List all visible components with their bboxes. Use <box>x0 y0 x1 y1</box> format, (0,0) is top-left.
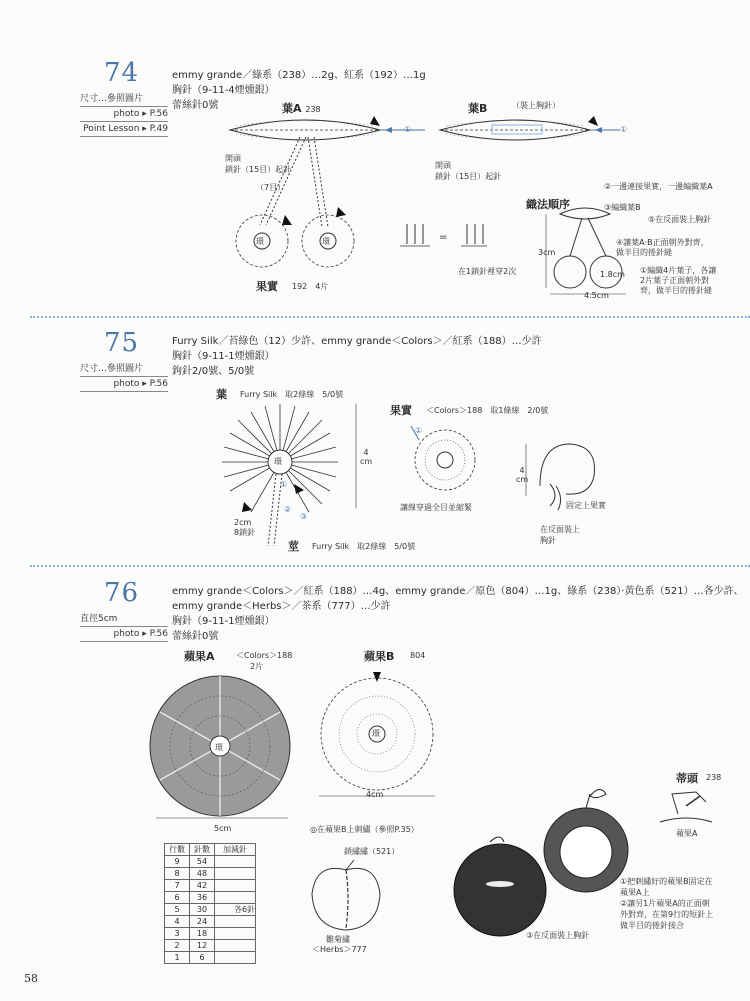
table-cell-change <box>215 952 256 964</box>
table-cell-count: 42 <box>190 880 215 892</box>
table-header: 針數 <box>190 844 215 856</box>
separator-1 <box>30 316 750 318</box>
p76-attach-back: ③在反面裝上胸針 <box>526 931 590 940</box>
p76-appleB-num: 804 <box>410 651 426 660</box>
p76-french: 雛菊繡 <box>326 935 350 944</box>
table-cell-row: 7 <box>165 880 190 892</box>
p75-yarn: Furry Silk／苔綠色（12）少許、emmy grande＜Colors＞／紅系（188）…少許 <box>172 336 542 347</box>
p74-marker-B: ① <box>620 125 628 134</box>
page-number: 58 <box>24 972 38 985</box>
p76-photo: photo ▸ P.56 <box>80 627 168 642</box>
p74-attach-pin: （裝上胸針） <box>512 101 560 110</box>
p76-assembly-diagram <box>450 800 630 940</box>
table-cell-count: 30 <box>190 904 215 916</box>
p74-leafA-label: 葉A 238 <box>282 102 321 115</box>
svg-text:=: = <box>439 232 448 243</box>
p74-leafB-label: 葉B <box>468 102 488 115</box>
table-row <box>165 892 256 904</box>
p75-leaf-label: 葉 <box>216 388 227 401</box>
p76-yarn2: emmy grande＜Herbs＞／茶系（777）…少許 <box>172 601 391 612</box>
p76-stem-label: 蒂頭 <box>676 772 698 785</box>
p76-table-header <box>165 844 256 856</box>
table-cell-row: 8 <box>165 868 190 880</box>
p75-thread-note: 讓線穿過全目並縮緊 <box>400 503 472 512</box>
p75-stem-spec: Furry Silk 取2條線 5/0號 <box>312 542 416 551</box>
p75-materials <box>172 334 542 379</box>
table-row <box>165 856 256 868</box>
p74-cherry-diagram <box>230 135 370 275</box>
p75-circle-3: ③ <box>300 512 308 521</box>
table-cell-change <box>215 868 256 880</box>
table-cell-row: 1 <box>165 952 190 964</box>
p76-yarn1: emmy grande＜Colors＞／紅系（188）…4g、emmy grande／原色（804）…1g、綠系（238）‧黃色系（521）…各少許、 <box>172 586 744 597</box>
table-header: 行數 <box>165 844 190 856</box>
p75-circle-1: ① <box>280 480 288 489</box>
table-row <box>165 928 256 940</box>
p74-stitch-legend <box>395 218 490 258</box>
table-cell-change <box>215 892 256 904</box>
table-cell-row: 3 <box>165 928 190 940</box>
p74-fruit-num: 192 4片 <box>292 282 329 291</box>
p75-fix-fruit: 固定上果實 <box>566 501 606 510</box>
p74-ring-2: 環 <box>322 237 330 246</box>
table-cell-change <box>215 940 256 952</box>
pattern-number-74: 74 <box>104 58 140 88</box>
p76-appleB-diagram <box>315 670 445 800</box>
p74-yarn: emmy grande／綠系（238）…2g、紅系（192）…1g <box>172 70 426 81</box>
p76-pin: 胸針（9-11-1煙燻銀） <box>172 616 275 627</box>
p76-chain-stitch: 鎖繡繡（521） <box>344 847 400 856</box>
table-cell-count: 6 <box>190 952 215 964</box>
table-cell-count: 36 <box>190 892 215 904</box>
p75-photo: photo ▸ P.56 <box>80 377 168 392</box>
table-cell-row: 9 <box>165 856 190 868</box>
p74-step2: ②一邊連接果實，一邊編織葉A <box>604 182 713 191</box>
table-cell-row: 6 <box>165 892 190 904</box>
p75-dim-4cm: 4 cm <box>360 448 373 466</box>
p74-step5: ⑤在反面裝上胸針 <box>648 215 712 224</box>
p74-step1: ①編織4片葉子，各讓2片葉子正面朝外對齊，做半目的捲針縫 <box>640 266 717 295</box>
p74-hook: 蕾絲針0號 <box>172 100 219 111</box>
p76-appleA-spec: ＜Colors＞188 2片 <box>236 651 293 671</box>
table-cell-row: 4 <box>165 916 190 928</box>
p76-size: 直徑5cm <box>80 612 168 627</box>
p75-meta <box>80 362 168 392</box>
p76-dim-4cm: 4cm <box>366 790 384 799</box>
p75-hook: 鉤針2/0號、5/0號 <box>172 366 255 377</box>
table-cell-count: 24 <box>190 916 215 928</box>
p74-dim-45: 4.5cm <box>584 291 609 300</box>
table-cell-change <box>215 916 256 928</box>
p75-stem-note: 2cm 8鎖針 <box>234 518 256 537</box>
table-row <box>165 868 256 880</box>
p76-herbs: ＜Herbs＞777 <box>312 945 367 954</box>
p76-stem-diagram <box>656 786 716 832</box>
table-cell-count: 12 <box>190 940 215 952</box>
p74-ring-1: 環 <box>256 237 264 246</box>
pattern-number-75: 75 <box>104 328 140 358</box>
p76-stem-num: 238 <box>706 773 722 782</box>
p75-back-pin: 在反面裝上 胸針 <box>540 525 580 545</box>
p75-stem-label: 莖 <box>288 540 299 553</box>
p76-note1: ①把刺繡好的蘋果B固定在蘋果A上 <box>620 877 713 897</box>
p74-fruit-label: 果實 <box>256 280 278 293</box>
p74-pin: 胸針（9-11-4煙燻銀） <box>172 85 275 96</box>
p76-appleA-label: 蘋果A <box>184 650 215 663</box>
p75-leaf-diagram <box>210 398 350 548</box>
p76-appleA-diagram <box>148 672 298 822</box>
table-cell-change <box>215 928 256 940</box>
table-row <box>165 880 256 892</box>
p76-embroider-note: ◎在蘋果B上刺繡（參照P.35） <box>310 825 419 834</box>
p74-step4: ④讓葉A‧B正面朝外對齊，做半目的捲針縫 <box>616 238 709 257</box>
table-row <box>165 952 256 964</box>
table-cell-change <box>215 880 256 892</box>
table-cell-row: 2 <box>165 940 190 952</box>
p75-fruit-marker: ① <box>415 426 423 435</box>
p75-leaf-ring: 環 <box>274 457 282 466</box>
p76-hook: 蕾絲針0號 <box>172 631 219 642</box>
p75-fruit-label: 果實 <box>390 404 412 417</box>
p74-order-title: 織法順序 <box>526 198 570 211</box>
p76-note2: ②讓另1片蘋果A的正面朝外對齊，在第9行的短針上做半目的捲針接合 <box>620 899 714 930</box>
p76-appleA-ring: 環 <box>215 743 223 752</box>
table-row <box>165 916 256 928</box>
p75-circle-2: ② <box>284 505 292 514</box>
table-cell-count: 54 <box>190 856 215 868</box>
p76-each6: 各6針 <box>234 905 256 914</box>
p76-appleB-label: 蘋果B <box>364 650 395 663</box>
separator-2 <box>30 565 750 567</box>
p74-dim-3cm: 3cm <box>538 248 556 257</box>
p74-point-lesson: Point Lesson ▸ P.49 <box>80 122 168 137</box>
p76-materials <box>172 584 744 644</box>
p74-start-A: 開頭 鎖針（15目）起針 <box>225 154 292 174</box>
p76-embroidery-diagram <box>306 858 386 938</box>
p74-step3: ③編織葉B <box>604 203 641 212</box>
table-row <box>165 940 256 952</box>
p75-fruit-spec: ＜Colors＞188 取1條線 2/0號 <box>426 406 549 415</box>
table-cell-change <box>215 856 256 868</box>
table-cell-count: 48 <box>190 868 215 880</box>
p76-appleB-ring: 環 <box>372 729 380 738</box>
p74-meta <box>80 92 168 137</box>
pattern-number-76: 76 <box>104 578 140 608</box>
p74-size: 尺寸…參照圖片 <box>80 92 168 107</box>
p76-stem-appleA: 蘋果A <box>676 829 698 838</box>
p75-size: 尺寸…參照圖片 <box>80 362 168 377</box>
p74-marker-A: ① <box>404 125 412 134</box>
p76-meta <box>80 612 168 642</box>
p75-leaf-spec: Furry Silk 取2條線 5/0號 <box>240 390 344 399</box>
p74-start-B: 開頭 鎖針（15目）起針 <box>435 161 502 181</box>
table-cell-count: 18 <box>190 928 215 940</box>
table-header: 加減針 <box>215 844 256 856</box>
table-cell-row: 5 <box>165 904 190 916</box>
p74-photo: photo ▸ P.56 <box>80 107 168 122</box>
p76-dim-5cm: 5cm <box>214 824 232 833</box>
p74-legend-note: 在1鎖針裡穿2次 <box>458 267 517 276</box>
p74-chain7: （7目） <box>256 183 286 192</box>
p75-pin: 胸針（9-11-1煙燻銀） <box>172 351 275 362</box>
p75-assembly-dim: 4 cm <box>516 466 529 484</box>
p74-dim-18: 1.8cm <box>600 270 625 279</box>
